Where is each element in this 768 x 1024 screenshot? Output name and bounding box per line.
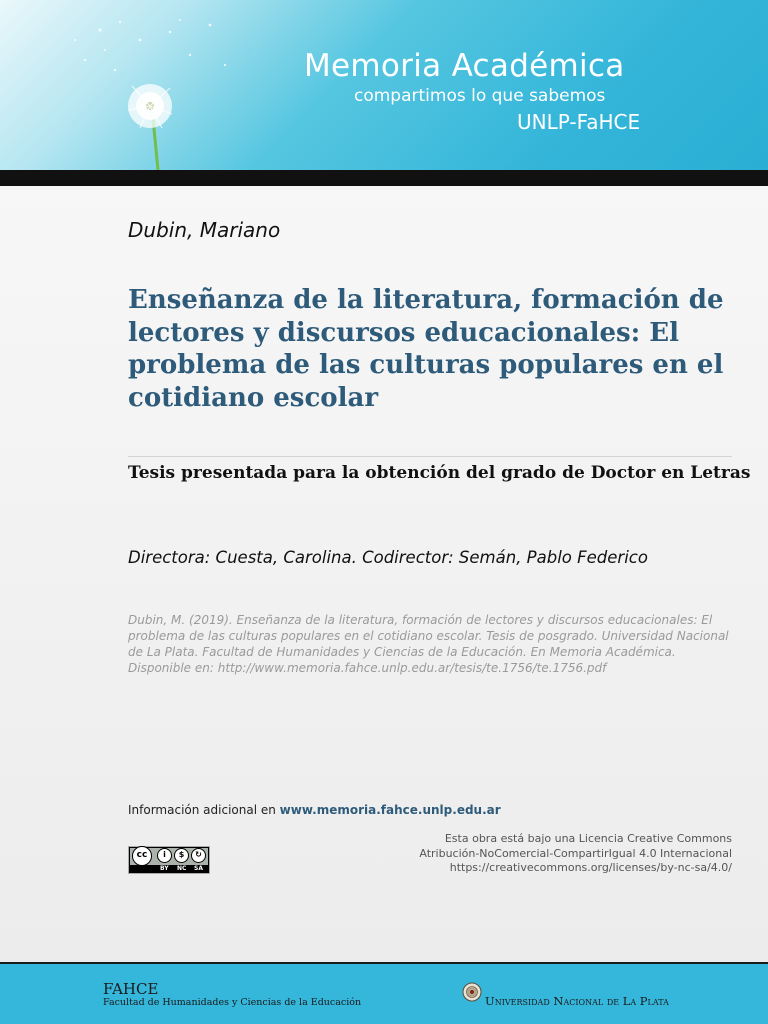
header-banner bbox=[0, 0, 768, 170]
nc-icon: $ bbox=[174, 848, 189, 863]
more-info bbox=[128, 803, 501, 817]
fahce-full-name: Facultad de Humanidades y Ciencias de la Educación bbox=[103, 997, 362, 1008]
brand-title: Memoria Académica bbox=[304, 48, 625, 84]
license-text bbox=[419, 832, 732, 876]
brand-institution: UNLP-FaHCE bbox=[517, 110, 641, 134]
brand-tagline: compartimos lo que sabemos bbox=[354, 86, 606, 106]
title-divider bbox=[128, 456, 732, 457]
document-subtitle: Tesis presentada para la obtención del grado de Doctor en Letras bbox=[128, 463, 751, 483]
header-divider bbox=[0, 170, 768, 186]
badge-nc-label: NC bbox=[177, 865, 187, 872]
cc-icon: cc bbox=[132, 846, 152, 866]
author: Dubin, Mariano bbox=[128, 218, 281, 242]
by-icon: i bbox=[157, 848, 172, 863]
citation: Dubin, M. (2019). Enseñanza de la literatura, formación de lectores y discursos educacionales: El problema de las culturas populares en el cotidiano escolar. Tesis de posgrado. Universidad Nacional de La Plata. Facultad de Humanidades y Ciencias de la Educación. En Memoria Académica. Disponible en: http://www.memoria.fahce.unlp.edu.ar/tesis/te.1756/te.1756.pdf bbox=[128, 613, 729, 675]
university-name: Universidad Nacional de La Plata bbox=[485, 994, 669, 1008]
license-url[interactable]: https://creativecommons.org/licenses/by-nc-sa/4.0/ bbox=[449, 861, 732, 874]
license-line-1: Esta obra está bajo una Licencia Creative Commons bbox=[444, 832, 732, 845]
sa-icon: ↻ bbox=[191, 848, 206, 863]
cc-license-badge[interactable] bbox=[128, 846, 210, 874]
dandelion-logo-icon bbox=[60, 10, 260, 170]
badge-by-label: BY bbox=[160, 865, 169, 872]
unlp-seal-icon bbox=[462, 982, 482, 1002]
license-line-2: Atribución-NoComercial-CompartirIgual 4.0 Internacional bbox=[419, 846, 732, 860]
more-info-link[interactable]: www.memoria.fahce.unlp.edu.ar bbox=[279, 803, 501, 817]
document-title: Enseñanza de la literatura, formación de lectores y discursos educacionales: El problema de las culturas populares en el cotidiano escolar bbox=[128, 285, 724, 413]
directors: Directora: Cuesta, Carolina. Codirector: Semán, Pablo Federico bbox=[128, 548, 648, 567]
badge-sa-label: SA bbox=[194, 865, 203, 872]
fahce-logo: FAHCE bbox=[103, 980, 159, 998]
more-info-label: Información adicional en bbox=[128, 803, 276, 817]
